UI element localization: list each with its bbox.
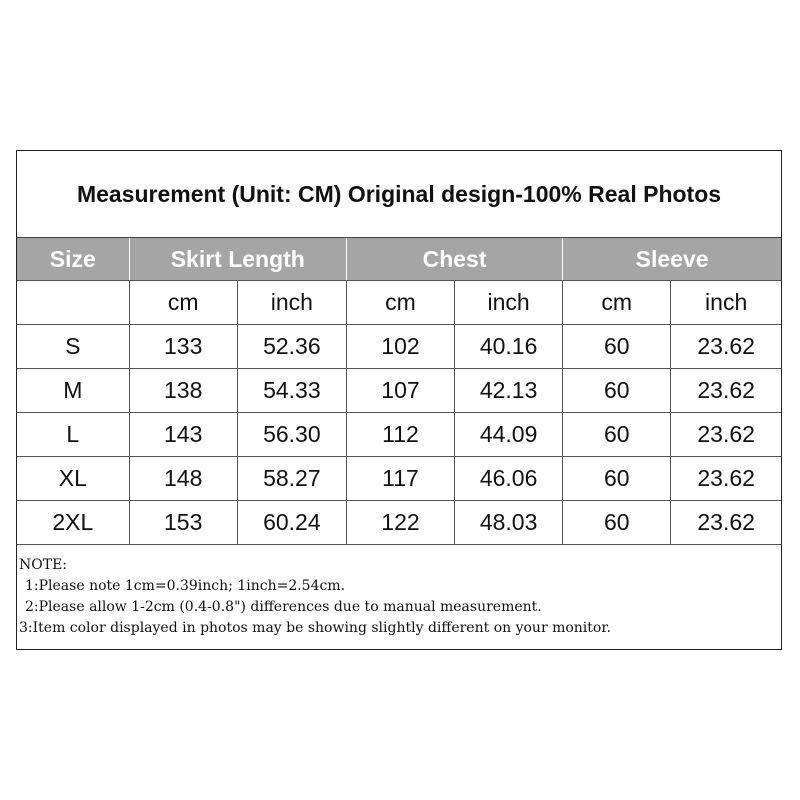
sleeve-cm-cell: 60 <box>563 369 671 413</box>
header-chest: Chest <box>346 238 562 281</box>
skirt-cm-cell: 138 <box>129 369 237 413</box>
sleeve-inch-cell: 23.62 <box>671 413 781 457</box>
note-line-1: 1:Please note 1cm=0.39inch; 1inch=2.54cm. <box>25 578 346 594</box>
notes-section <box>17 545 781 639</box>
sleeve-cm-cell: 60 <box>563 325 671 369</box>
skirt-inch-cell: 52.36 <box>237 325 346 369</box>
skirt-cm-cell: 133 <box>129 325 237 369</box>
table-row <box>17 413 781 457</box>
size-cell: 2XL <box>17 501 129 545</box>
sleeve-cm-cell: 60 <box>563 413 671 457</box>
sleeve-cm-cell: 60 <box>563 501 671 545</box>
notes-heading: NOTE: <box>19 557 68 573</box>
chest-inch-cell: 46.06 <box>455 457 563 501</box>
chest-cm-cell: 117 <box>346 457 454 501</box>
size-cell: XL <box>17 457 129 501</box>
chest-cm-cell: 122 <box>346 501 454 545</box>
size-cell: L <box>17 413 129 457</box>
chest-cm-cell: 102 <box>346 325 454 369</box>
unit-sleeve-cm: cm <box>563 281 671 325</box>
table-row <box>17 457 781 501</box>
chart-title: Measurement (Unit: CM) Original design-100% Real Photos <box>17 151 781 238</box>
skirt-cm-cell: 148 <box>129 457 237 501</box>
size-chart <box>16 150 782 650</box>
sleeve-inch-cell: 23.62 <box>671 457 781 501</box>
sleeve-cm-cell: 60 <box>563 457 671 501</box>
table-row <box>17 325 781 369</box>
unit-skirt-cm: cm <box>129 281 237 325</box>
unit-sleeve-inch: inch <box>671 281 781 325</box>
skirt-inch-cell: 54.33 <box>237 369 346 413</box>
skirt-inch-cell: 56.30 <box>237 413 346 457</box>
table-row <box>17 369 781 413</box>
note-line-3: 3:Item color displayed in photos may be showing slightly different on your monitor. <box>19 620 611 636</box>
header-skirt-length: Skirt Length <box>129 238 346 281</box>
chest-inch-cell: 48.03 <box>455 501 563 545</box>
header-size: Size <box>17 238 129 281</box>
unit-row <box>17 281 781 325</box>
note-line-2: 2:Please allow 1-2cm (0.4-0.8") differences due to manual measurement. <box>25 599 542 615</box>
size-table <box>17 238 781 545</box>
size-cell: M <box>17 369 129 413</box>
table-row <box>17 501 781 545</box>
chest-cm-cell: 107 <box>346 369 454 413</box>
chest-cm-cell: 112 <box>346 413 454 457</box>
sleeve-inch-cell: 23.62 <box>671 501 781 545</box>
sleeve-inch-cell: 23.62 <box>671 325 781 369</box>
unit-chest-inch: inch <box>455 281 563 325</box>
skirt-inch-cell: 58.27 <box>237 457 346 501</box>
skirt-inch-cell: 60.24 <box>237 501 346 545</box>
skirt-cm-cell: 153 <box>129 501 237 545</box>
unit-skirt-inch: inch <box>237 281 346 325</box>
chest-inch-cell: 42.13 <box>455 369 563 413</box>
size-cell: S <box>17 325 129 369</box>
header-row <box>17 238 781 281</box>
sleeve-inch-cell: 23.62 <box>671 369 781 413</box>
chest-inch-cell: 44.09 <box>455 413 563 457</box>
skirt-cm-cell: 143 <box>129 413 237 457</box>
chest-inch-cell: 40.16 <box>455 325 563 369</box>
header-sleeve: Sleeve <box>563 238 781 281</box>
unit-chest-cm: cm <box>346 281 454 325</box>
unit-blank-cell <box>17 281 129 325</box>
